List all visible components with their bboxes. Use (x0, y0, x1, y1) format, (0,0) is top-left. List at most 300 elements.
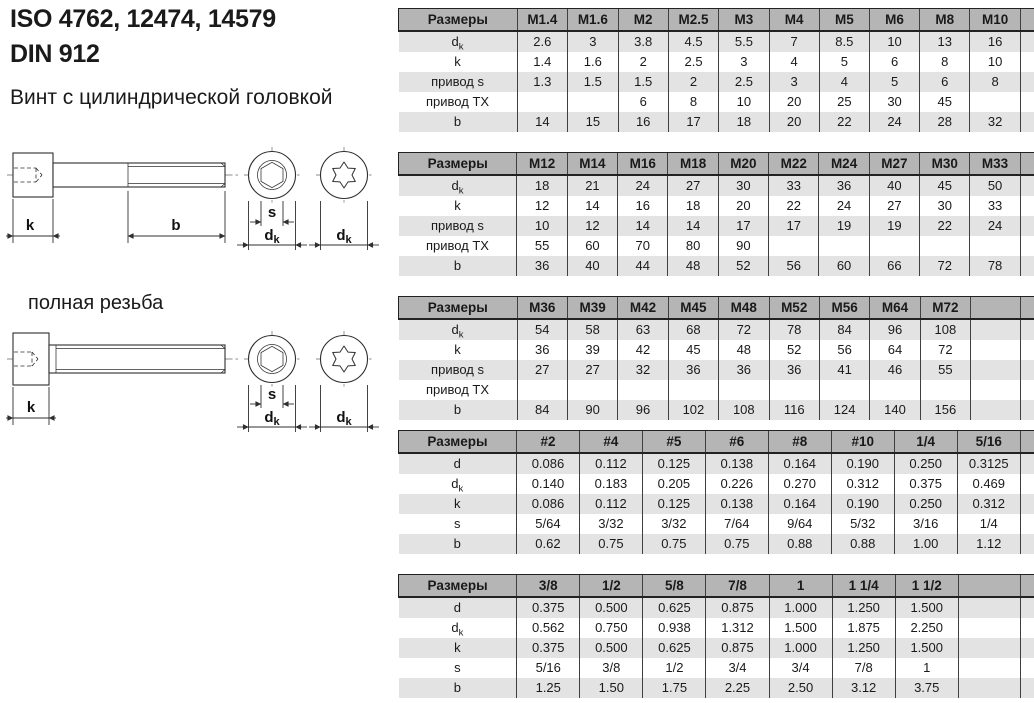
column-header: M48 (719, 297, 769, 320)
value-cell: 48 (719, 340, 769, 360)
value-cell: 0.138 (705, 453, 768, 474)
value-cell: 28 (920, 112, 970, 132)
table-header-row (399, 297, 1034, 320)
value-cell (819, 380, 869, 400)
value-cell: 1.50 (580, 678, 643, 698)
value-cell (970, 236, 1020, 256)
table-row (399, 494, 1034, 514)
cropped-column-sliver (1020, 618, 1034, 638)
value-cell: 3 (769, 72, 819, 92)
value-cell: 2.250 (895, 618, 958, 638)
value-cell: 20 (718, 196, 768, 216)
value-cell: 0.750 (580, 618, 643, 638)
value-cell: 0.190 (831, 453, 894, 474)
column-header: M36 (517, 297, 567, 320)
value-cell: 5/32 (831, 514, 894, 534)
dimension-k (6, 387, 56, 425)
value-cell: 33 (769, 175, 819, 196)
column-header: 1 1/2 (895, 575, 958, 598)
value-cell: 36 (769, 360, 819, 380)
table-header-row (399, 9, 1034, 32)
value-cell: 0.938 (643, 618, 706, 638)
column-header: M42 (618, 297, 668, 320)
value-cell: 36 (517, 340, 567, 360)
value-cell: 4.5 (668, 31, 719, 52)
value-cell: 56 (819, 340, 869, 360)
value-cell (971, 380, 1021, 400)
column-header: M72 (920, 297, 970, 320)
value-cell: 10 (869, 31, 919, 52)
standard-iso-line: ISO 4762, 12474, 14579 (10, 5, 276, 33)
row-label: $d_k$ (399, 31, 518, 52)
value-cell: 1/4 (957, 514, 1020, 534)
dimension-s (250, 385, 294, 408)
value-cell (958, 638, 1020, 658)
value-cell: 1.875 (832, 618, 895, 638)
table-header-row (399, 575, 1034, 598)
value-cell: 1.3 (517, 72, 568, 92)
value-cell: 5.5 (719, 31, 769, 52)
dim-label-s: s (267, 204, 277, 221)
value-cell: 0.75 (642, 534, 705, 554)
table-row (399, 534, 1034, 554)
value-cell: 0.205 (642, 474, 705, 494)
value-cell: 55 (920, 360, 970, 380)
page-subtitle: Винт с цилиндрической головкой (10, 86, 333, 109)
value-cell: 10 (719, 92, 769, 112)
tables-panel (398, 0, 1034, 703)
value-cell: 1.5 (568, 72, 619, 92)
value-cell: 80 (668, 236, 718, 256)
column-header: #6 (705, 431, 768, 454)
column-header: M2 (618, 9, 668, 32)
value-cell: 1.5 (618, 72, 668, 92)
row-label: b (399, 112, 518, 132)
table-row (399, 216, 1034, 236)
screw-partial-thread-drawing (6, 146, 382, 264)
value-cell: 36 (819, 175, 869, 196)
column-header: M2.5 (668, 9, 719, 32)
value-cell (971, 319, 1021, 340)
value-cell (769, 380, 819, 400)
row-label: привод TX (425, 238, 489, 253)
value-cell: 0.164 (768, 453, 831, 474)
value-cell: 30 (869, 92, 919, 112)
row-label: привод s (399, 360, 518, 380)
value-cell (568, 92, 619, 112)
column-header: M12 (517, 153, 567, 176)
column-header: M33 (970, 153, 1020, 176)
column-header: 7/8 (706, 575, 769, 598)
value-cell: 46 (870, 360, 920, 380)
cropped-column-sliver (1020, 216, 1034, 236)
value-cell: 24 (819, 196, 869, 216)
value-cell: 1.312 (706, 618, 769, 638)
value-cell: 0.875 (706, 597, 769, 618)
value-cell: 4 (769, 52, 819, 72)
value-cell: 0.164 (768, 494, 831, 514)
value-cell: 1.250 (832, 638, 895, 658)
cropped-column-sliver (1020, 112, 1034, 132)
value-cell: 3/16 (894, 514, 957, 534)
value-cell: 32 (970, 112, 1020, 132)
cropped-column-sliver (1020, 658, 1034, 678)
value-cell (517, 92, 568, 112)
column-header: M20 (718, 153, 768, 176)
column-header: #8 (768, 431, 831, 454)
value-cell: 2.6 (517, 31, 568, 52)
value-cell: 2 (618, 52, 668, 72)
row-label: b (399, 534, 517, 554)
column-header: M14 (567, 153, 617, 176)
value-cell: 5 (869, 72, 919, 92)
value-cell: 6 (869, 52, 919, 72)
value-cell: 10 (970, 52, 1020, 72)
column-header: M30 (920, 153, 970, 176)
cropped-column-sliver (1020, 474, 1034, 494)
value-cell: 0.183 (579, 474, 642, 494)
value-cell: 0.138 (705, 494, 768, 514)
value-cell: 15 (568, 112, 619, 132)
page-title (10, 2, 276, 72)
value-cell: 3.12 (832, 678, 895, 698)
row-label-header: Размеры (399, 153, 517, 176)
value-cell: 8.5 (819, 31, 869, 52)
row-label: s (453, 516, 461, 531)
value-cell: 36 (719, 360, 769, 380)
table-row (399, 256, 1034, 276)
value-cell (920, 236, 970, 256)
value-cell: 0.625 (643, 638, 706, 658)
screw-full-thread-drawing (6, 324, 382, 442)
row-label: s (454, 660, 461, 675)
value-cell: 2.5 (668, 52, 719, 72)
value-cell: 8 (970, 72, 1020, 92)
row-label: $d_k$ (451, 476, 464, 494)
row-label-header: Размеры (399, 431, 517, 454)
value-cell: 22 (920, 216, 970, 236)
value-cell: 7/64 (705, 514, 768, 534)
value-cell: 1.000 (769, 638, 832, 658)
value-cell: 1.000 (769, 597, 832, 618)
dimension-table-2 (398, 152, 1034, 276)
dimension-table-4 (398, 430, 1034, 554)
table-row (399, 196, 1034, 216)
value-cell: 0.125 (642, 494, 705, 514)
value-cell: 70 (618, 236, 668, 256)
value-cell: 27 (517, 360, 567, 380)
value-cell: 60 (567, 236, 617, 256)
value-cell: 8 (668, 92, 719, 112)
value-cell: 0.375 (517, 597, 580, 618)
cropped-column-sliver (1020, 297, 1034, 320)
row-label: привод s (399, 72, 518, 92)
table-row (399, 319, 1034, 340)
row-label: привод TX (426, 94, 490, 109)
value-cell: 27 (567, 360, 617, 380)
column-header: M4 (769, 9, 819, 32)
table-header-row (399, 153, 1034, 176)
column-header: #5 (642, 431, 705, 454)
value-cell: 48 (668, 256, 718, 276)
value-cell: 3/4 (769, 658, 832, 678)
value-cell: 54 (517, 319, 567, 340)
cropped-column-sliver (1020, 196, 1034, 216)
table-row (399, 453, 1034, 474)
value-cell: 0.140 (516, 474, 579, 494)
value-cell: 55 (517, 236, 567, 256)
value-cell: 17 (769, 216, 819, 236)
value-cell: 3/4 (706, 658, 769, 678)
column-header: 1/4 (894, 431, 957, 454)
value-cell: 84 (819, 319, 869, 340)
value-cell: 22 (769, 196, 819, 216)
value-cell: 3 (719, 52, 769, 72)
value-cell: 0.312 (957, 494, 1020, 514)
row-label: привод s (399, 216, 517, 236)
value-cell: 108 (719, 400, 769, 420)
cropped-column-sliver (1020, 400, 1034, 420)
value-cell (567, 380, 617, 400)
cropped-column-sliver (1020, 31, 1034, 52)
value-cell: 68 (668, 319, 718, 340)
value-cell: 1.500 (769, 618, 832, 638)
cropped-column-sliver (1020, 9, 1034, 32)
value-cell: 78 (970, 256, 1020, 276)
table-row (399, 360, 1034, 380)
hex-socket-end-view (237, 331, 307, 432)
value-cell: 3 (568, 31, 619, 52)
value-cell: 21 (567, 175, 617, 196)
value-cell: 17 (668, 112, 719, 132)
value-cell: 3/8 (580, 658, 643, 678)
cropped-column-sliver (1020, 153, 1034, 176)
value-cell: 33 (970, 196, 1020, 216)
cropped-column-sliver (1020, 678, 1034, 698)
dimension-table-1 (398, 8, 1034, 132)
torx-end-view (309, 331, 379, 432)
row-label: b (399, 400, 518, 420)
value-cell: 18 (668, 196, 718, 216)
dim-label-dk: $d_k$ (264, 227, 280, 246)
value-cell: 18 (719, 112, 769, 132)
dim-label-dk: $d_k$ (336, 227, 352, 246)
column-header: 5/16 (957, 431, 1020, 454)
value-cell: 140 (870, 400, 920, 420)
value-cell: 7/8 (832, 658, 895, 678)
cropped-column-sliver (1020, 638, 1034, 658)
value-cell: 1.12 (957, 534, 1020, 554)
value-cell: 60 (819, 256, 869, 276)
value-cell: 0.086 (516, 453, 579, 474)
dimension-table-5 (398, 574, 1034, 698)
cropped-column-sliver (1020, 494, 1034, 514)
value-cell: 1.6 (568, 52, 619, 72)
column-header (958, 575, 1020, 598)
value-cell: 72 (920, 256, 970, 276)
value-cell: 124 (819, 400, 869, 420)
row-label: b (399, 256, 517, 276)
torx-end-view (309, 147, 379, 250)
column-header: M24 (819, 153, 869, 176)
value-cell (971, 400, 1021, 420)
dimension-dk-torx (309, 385, 379, 432)
row-label: k (454, 54, 461, 69)
value-cell: 156 (920, 400, 970, 420)
value-cell: 1.500 (895, 597, 958, 618)
value-cell: 13 (920, 31, 970, 52)
cropped-column-sliver (1020, 52, 1034, 72)
table-row (399, 658, 1034, 678)
value-cell: 50 (970, 175, 1020, 196)
dim-label-b: b (171, 217, 181, 234)
cropped-column-sliver (1020, 360, 1034, 380)
value-cell: 9/64 (768, 514, 831, 534)
row-label: k (454, 342, 461, 357)
value-cell: 27 (869, 196, 919, 216)
value-cell: 58 (567, 319, 617, 340)
value-cell: 27 (668, 175, 718, 196)
value-cell: 14 (668, 216, 718, 236)
value-cell (517, 380, 567, 400)
cropped-column-sliver (1020, 319, 1034, 340)
table-row (399, 638, 1034, 658)
value-cell: 5/16 (517, 658, 580, 678)
value-cell: 22 (819, 112, 869, 132)
value-cell: 36 (668, 360, 718, 380)
row-label: k (399, 638, 517, 658)
cropped-column-sliver (1020, 256, 1034, 276)
dim-label-k: k (26, 399, 36, 416)
column-header: M52 (769, 297, 819, 320)
value-cell: 6 (920, 72, 970, 92)
value-cell: 1.75 (643, 678, 706, 698)
column-header: M56 (819, 297, 869, 320)
value-cell: 10 (517, 216, 567, 236)
value-cell: 0.3125 (957, 453, 1020, 474)
table-row (399, 514, 1034, 534)
value-cell: 3.75 (895, 678, 958, 698)
value-cell (769, 236, 819, 256)
value-cell: 1.500 (895, 638, 958, 658)
table-row (399, 380, 1034, 400)
value-cell: 41 (819, 360, 869, 380)
dim-label-k: k (25, 217, 35, 234)
value-cell: 39 (567, 340, 617, 360)
cropped-column-sliver (1020, 514, 1034, 534)
value-cell: 1 (895, 658, 958, 678)
dim-label-dk: $d_k$ (264, 409, 280, 428)
table-row (399, 112, 1034, 132)
row-label: $d_k$ (399, 319, 518, 340)
value-cell: 0.270 (768, 474, 831, 494)
value-cell: 1.00 (894, 534, 957, 554)
value-cell: 96 (870, 319, 920, 340)
value-cell: 14 (517, 112, 568, 132)
column-header: 1 (769, 575, 832, 598)
cropped-column-sliver (1020, 597, 1034, 618)
value-cell: 78 (769, 319, 819, 340)
table-row (399, 678, 1034, 698)
value-cell: 0.375 (894, 474, 957, 494)
value-cell: 44 (618, 256, 668, 276)
dimension-table-3 (398, 296, 1034, 420)
row-label-header: Размеры (399, 9, 518, 32)
value-cell: 30 (920, 196, 970, 216)
cropped-column-sliver (1020, 453, 1034, 474)
dim-label-s: s (267, 386, 277, 403)
column-header: 1 1/4 (832, 575, 895, 598)
value-cell (668, 380, 718, 400)
value-cell: 18 (517, 175, 567, 196)
value-cell: 2.5 (719, 72, 769, 92)
value-cell: 56 (769, 256, 819, 276)
value-cell: 5/64 (516, 514, 579, 534)
value-cell: 52 (769, 340, 819, 360)
value-cell: 19 (819, 216, 869, 236)
value-cell (618, 380, 668, 400)
value-cell (958, 618, 1020, 638)
value-cell: 24 (970, 216, 1020, 236)
value-cell: 45 (920, 175, 970, 196)
column-header: M5 (819, 9, 869, 32)
standard-din-line: DIN 912 (10, 40, 100, 68)
value-cell (971, 360, 1021, 380)
row-label: k (399, 494, 517, 514)
value-cell: 24 (869, 112, 919, 132)
table-row (399, 72, 1034, 92)
column-header: M39 (567, 297, 617, 320)
hex-socket-end-view (237, 147, 307, 250)
dimension-dk-torx (309, 201, 379, 250)
value-cell: 0.88 (831, 534, 894, 554)
column-header: M18 (668, 153, 718, 176)
value-cell: 20 (769, 112, 819, 132)
row-label: $d_k$ (399, 175, 517, 196)
cropped-column-sliver (1020, 534, 1034, 554)
value-cell: 4 (819, 72, 869, 92)
row-label: b (399, 678, 517, 698)
value-cell: 16 (970, 31, 1020, 52)
dim-label-dk: $d_k$ (336, 409, 352, 428)
column-header: M10 (970, 9, 1020, 32)
value-cell: 72 (719, 319, 769, 340)
value-cell: 0.250 (894, 453, 957, 474)
value-cell: 90 (718, 236, 768, 256)
dimension-s (250, 201, 294, 226)
value-cell: 8 (920, 52, 970, 72)
value-cell: 0.312 (831, 474, 894, 494)
value-cell (970, 92, 1020, 112)
value-cell (719, 380, 769, 400)
column-header: 3/8 (517, 575, 580, 598)
value-cell: 20 (769, 92, 819, 112)
value-cell: 1.4 (517, 52, 568, 72)
value-cell: 0.125 (642, 453, 705, 474)
value-cell: 3.8 (618, 31, 668, 52)
value-cell: 0.226 (705, 474, 768, 494)
dimension-b (128, 191, 225, 243)
value-cell: 7 (769, 31, 819, 52)
value-cell: 66 (869, 256, 919, 276)
value-cell: 0.625 (643, 597, 706, 618)
value-cell: 12 (567, 216, 617, 236)
value-cell: 90 (567, 400, 617, 420)
value-cell: 0.112 (579, 453, 642, 474)
value-cell: 45 (668, 340, 718, 360)
value-cell: 0.88 (768, 534, 831, 554)
value-cell: 1/2 (643, 658, 706, 678)
